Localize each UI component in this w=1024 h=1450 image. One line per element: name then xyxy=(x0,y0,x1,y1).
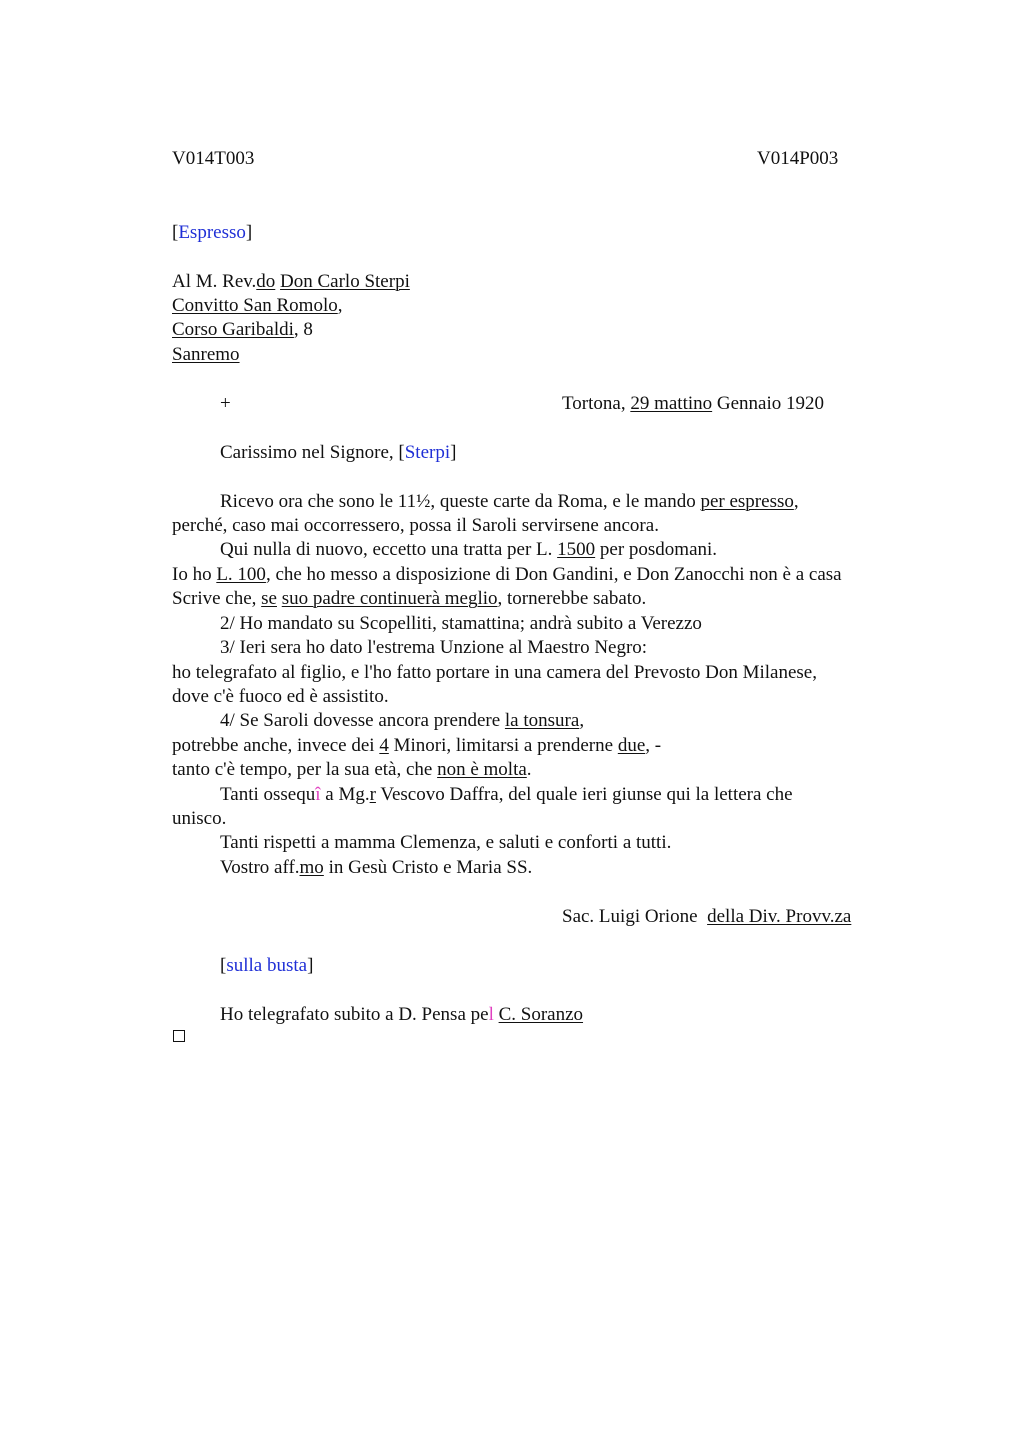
editorial-note-busta: [sulla busta] xyxy=(220,955,314,976)
body-line: dove c'è fuoco ed è assistito. xyxy=(172,686,389,707)
address-line-street: Corso Garibaldi, 8 xyxy=(172,319,313,340)
postscript: Ho telegrafato subito a D. Pensa pel C. Soranzo xyxy=(220,1004,584,1025)
body-line: ho telegrafato al figlio, e l'ho fatto portare in una camera del Prevosto Don Milanese, xyxy=(172,662,817,683)
cross-symbol: + xyxy=(220,393,231,414)
editorial-note-espresso: [Espresso] xyxy=(172,222,253,243)
body-line: potrebbe anche, invece dei 4 Minori, limitarsi a prenderne due, - xyxy=(172,735,662,756)
body-line: Tanti rispetti a mamma Clemenza, e saluti e conforti a tutti. xyxy=(220,832,672,853)
editorial-note-word: Espresso xyxy=(178,222,246,243)
address-line-city: Sanremo xyxy=(172,344,240,365)
recipient-name: Don Carlo Sterpi xyxy=(280,271,410,292)
body-line: 2/ Ho mandato su Scopelliti, stamattina; andrà subito a Verezzo xyxy=(220,613,702,634)
end-of-document-box-icon xyxy=(173,1030,185,1042)
document-code-left: V014T003 xyxy=(172,148,255,169)
body-line: Scrive che, se suo padre continuerà meglio, tornerebbe sabato. xyxy=(172,588,647,609)
body-line: perché, caso mai occorressero, possa il Saroli servirsene ancora. xyxy=(172,515,659,536)
body-line: Qui nulla di nuovo, eccetto una tratta per L. 1500 per posdomani. xyxy=(220,539,718,560)
body-line: 4/ Se Saroli dovesse ancora prendere la tonsura, xyxy=(220,710,585,731)
body-line: unisco. xyxy=(172,808,227,829)
closing-line: Vostro aff.mo in Gesù Cristo e Maria SS. xyxy=(220,857,533,878)
address-line-institution: Convitto San Romolo, xyxy=(172,295,343,316)
body-line: tanto c'è tempo, per la sua età, che non è molta. xyxy=(172,759,532,780)
body-line: 3/ Ieri sera ho dato l'estrema Unzione al Maestro Negro: xyxy=(220,637,648,658)
body-line: Ricevo ora che sono le 11½, queste carte da Roma, e le mando per espresso, xyxy=(220,491,799,512)
body-line: Io ho L. 100, che ho messo a disposizione di Don Gandini, e Don Zanocchi non è a casa xyxy=(172,564,842,585)
body-line: Tanti ossequî a Mg.r Vescovo Daffra, del quale ieri giunse qui la lettera che xyxy=(220,784,793,805)
salutation: Carissimo nel Signore, [Sterpi] xyxy=(220,442,457,463)
dateline: Tortona, 29 mattino Gennaio 1920 xyxy=(562,393,825,414)
document-code-right: V014P003 xyxy=(757,148,839,169)
address-line-recipient: Al M. Rev.do Don Carlo Sterpi xyxy=(172,271,410,292)
signature: Sac. Luigi Orione della Div. Provv.za xyxy=(562,906,852,927)
